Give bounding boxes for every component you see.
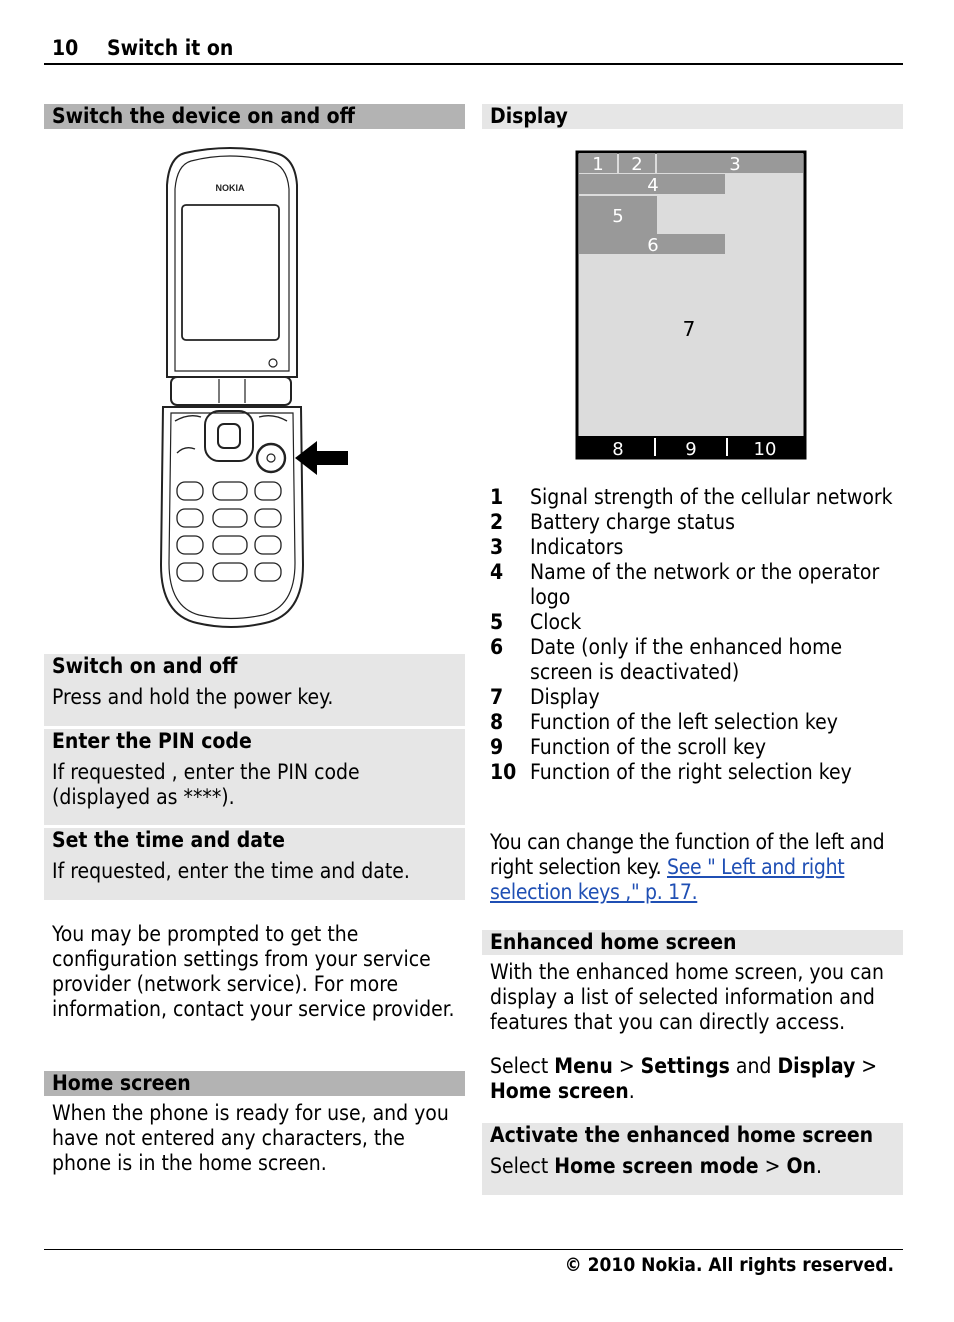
list-item: 4 Name of the network or the operator logo: [490, 560, 880, 609]
phone-logo: NOKIA: [215, 183, 245, 193]
diagram-label-8: 8: [612, 439, 624, 460]
home-paragraph: When the phone is ready for use, and you have not entered any characters, the phone is in the home screen.: [52, 1101, 449, 1175]
diagram-label-10: 10: [753, 439, 777, 460]
step-switch-on-off: [44, 654, 465, 726]
section-heading-home: Home screen: [44, 1071, 465, 1096]
list-item: 9 Function of the scroll key: [490, 735, 767, 759]
section-heading-enhanced: Enhanced home screen: [482, 930, 903, 955]
display-path-item: Display: [777, 1054, 856, 1078]
diagram-label-6: 6: [647, 235, 659, 256]
footer-divider: [44, 1249, 903, 1250]
home-screen-path-item: Home screen: [490, 1079, 629, 1103]
display-legend-list: [490, 485, 900, 785]
step-title: Switch on and off: [52, 654, 238, 678]
display-diagram: [575, 150, 807, 460]
diagram-label-9: 9: [685, 439, 697, 460]
step-set-time: [44, 828, 465, 900]
activate-box: [482, 1123, 903, 1195]
change-paragraph: You can change the function of the left and right selection key. See " Left and right selection keys ," p. 17.: [490, 830, 885, 904]
step-text: If requested, enter the time and date.: [52, 859, 410, 883]
phone-illustration: [155, 145, 355, 635]
list-item: 10 Function of the right selection key: [490, 760, 852, 784]
section-heading-switch: Switch the device on and off: [44, 104, 465, 129]
list-item: 8 Function of the left selection key: [490, 710, 838, 734]
diagram-label-5: 5: [612, 206, 624, 227]
left-right-keys-link[interactable]: See " Left and right selection keys ," p. 17.: [490, 855, 845, 904]
diagram-label-7: 7: [682, 317, 696, 341]
diagram-label-4: 4: [647, 175, 659, 196]
enhanced-paragraph: With the enhanced home screen, you can display a list of selected information and features that you can directly access.: [490, 960, 884, 1034]
diagram-label-1: 1: [592, 154, 604, 175]
step-title: Enter the PIN code: [52, 729, 252, 753]
chapter-title: Switch it on: [107, 36, 234, 60]
step-text: Press and hold the power key.: [52, 685, 334, 709]
diagram-label-2: 2: [631, 154, 643, 175]
diagram-label-3: 3: [729, 154, 741, 175]
page-number: 10: [52, 36, 79, 60]
menu-path-item: Menu: [554, 1054, 613, 1078]
section-heading-display: Display: [482, 104, 903, 129]
list-item: 7 Display: [490, 685, 600, 709]
list-item: 1 Signal strength of the cellular network: [490, 485, 893, 509]
home-screen-mode-path-item: Home screen mode: [554, 1154, 759, 1178]
page-header: [44, 35, 903, 65]
activate-text: Select Home screen mode > On.: [490, 1154, 822, 1178]
list-item: 2 Battery charge status: [490, 510, 735, 534]
select-path-paragraph: Select Menu > Settings and Display > Home screen.: [490, 1054, 878, 1103]
settings-path-item: Settings: [640, 1054, 730, 1078]
step-title: Set the time and date: [52, 828, 285, 852]
step-text: If requested , enter the PIN code (displayed as ****).: [52, 760, 360, 809]
step-enter-pin: [44, 729, 465, 825]
on-path-item: On: [786, 1154, 816, 1178]
list-item: 5 Clock: [490, 610, 582, 634]
list-item: 6 Date (only if the enhanced home screen is deactivated): [490, 635, 843, 684]
activate-title: Activate the enhanced home screen: [490, 1123, 874, 1147]
list-item: 3 Indicators: [490, 535, 624, 559]
copyright: © 2010 Nokia. All rights reserved.: [564, 1254, 894, 1276]
config-paragraph: You may be prompted to get the configuration settings from your service provider (network service). For more information, contact your service provider.: [52, 922, 455, 1021]
